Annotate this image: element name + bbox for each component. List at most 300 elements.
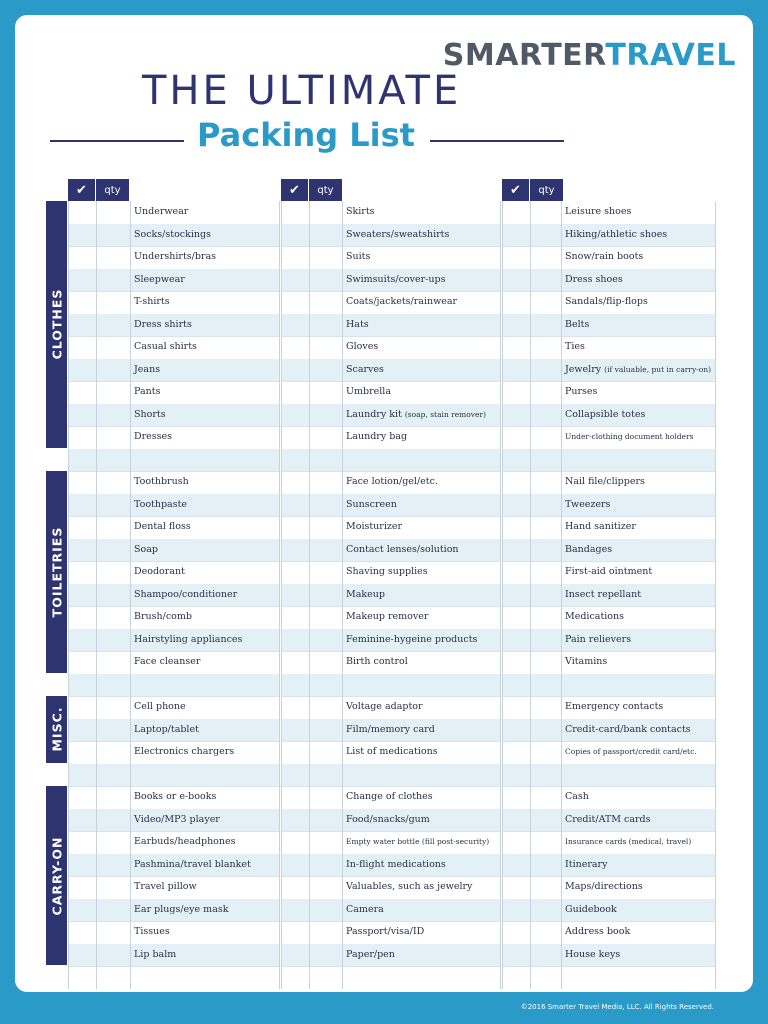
item-qty-field[interactable]	[530, 561, 561, 584]
list-item	[346, 904, 384, 916]
item-qty-field[interactable]	[309, 606, 342, 629]
item-checkbox[interactable]	[281, 336, 309, 359]
item-checkbox[interactable]	[281, 944, 309, 967]
list-item-text: Laundry kit	[346, 408, 402, 420]
list-item-text: Moisturizer	[346, 521, 403, 532]
list-item	[346, 274, 445, 286]
item-qty-field[interactable]	[96, 336, 130, 359]
item-qty-field[interactable]	[309, 921, 342, 944]
item-checkbox[interactable]	[502, 404, 530, 427]
category-label-block	[46, 786, 67, 965]
list-item	[565, 634, 631, 646]
qty-header-label: qty	[530, 179, 563, 201]
copyright-text: ©2016 Smarter Travel Media, LLC. All Rights Reserved.	[520, 1003, 714, 1011]
item-checkbox[interactable]	[281, 651, 309, 674]
list-item	[346, 499, 397, 511]
list-item-text: Emergency contacts	[565, 701, 664, 712]
item-checkbox[interactable]	[281, 471, 309, 494]
item-qty-field[interactable]	[96, 809, 130, 832]
list-item-text: Scarves	[346, 363, 384, 375]
item-checkbox[interactable]	[281, 269, 309, 292]
item-checkbox[interactable]	[502, 651, 530, 674]
item-checkbox[interactable]	[502, 314, 530, 337]
list-item-text: Film/memory card	[346, 723, 435, 735]
list-item	[134, 836, 236, 848]
item-qty-field[interactable]	[530, 494, 561, 517]
item-qty-field[interactable]	[96, 291, 130, 314]
item-checkbox[interactable]	[68, 741, 96, 764]
item-checkbox[interactable]	[68, 606, 96, 629]
list-item-text: Cash	[565, 791, 589, 802]
item-checkbox[interactable]	[68, 381, 96, 404]
item-qty-field[interactable]	[309, 629, 342, 652]
item-checkbox[interactable]	[68, 494, 96, 517]
item-checkbox[interactable]	[281, 494, 309, 517]
category-label: CLOTHES	[49, 288, 64, 360]
item-qty-field[interactable]	[96, 201, 130, 224]
item-checkbox[interactable]	[68, 854, 96, 877]
item-qty-field[interactable]	[96, 944, 130, 967]
column-divider	[96, 201, 97, 989]
spacer-row	[502, 764, 715, 787]
item-checkbox[interactable]	[68, 629, 96, 652]
item-qty-field[interactable]	[309, 314, 342, 337]
list-item-text: Contact lenses/solution	[346, 543, 459, 555]
list-item	[565, 814, 650, 826]
item-checkbox[interactable]	[281, 381, 309, 404]
item-qty-field[interactable]	[309, 291, 342, 314]
item-qty-field[interactable]	[96, 854, 130, 877]
list-item	[565, 386, 597, 398]
item-checkbox[interactable]	[68, 314, 96, 337]
list-item	[346, 206, 375, 218]
list-item-text: In-flight medications	[346, 858, 446, 870]
item-checkbox[interactable]	[502, 944, 530, 967]
item-qty-field[interactable]	[530, 359, 561, 382]
item-checkbox[interactable]	[68, 651, 96, 674]
item-qty-field[interactable]	[530, 629, 561, 652]
item-qty-field[interactable]	[530, 944, 561, 967]
item-checkbox[interactable]	[281, 359, 309, 382]
item-checkbox[interactable]	[502, 516, 530, 539]
item-qty-field[interactable]	[96, 269, 130, 292]
spacer-row	[281, 674, 500, 697]
item-qty-field[interactable]	[96, 831, 130, 854]
list-item-text: Umbrella	[346, 386, 391, 397]
list-item-text: Vitamins	[565, 656, 608, 667]
item-qty-field[interactable]	[96, 719, 130, 742]
item-qty-field[interactable]	[530, 381, 561, 404]
item-qty-field[interactable]	[530, 269, 561, 292]
list-item-text: Lip balm	[134, 948, 177, 960]
item-checkbox[interactable]	[281, 426, 309, 449]
list-item	[346, 589, 385, 601]
item-checkbox[interactable]	[68, 516, 96, 539]
item-checkbox[interactable]	[281, 584, 309, 607]
list-item-text: Gloves	[346, 341, 379, 352]
list-item	[565, 859, 607, 871]
item-qty-field[interactable]	[309, 584, 342, 607]
item-checkbox[interactable]	[68, 921, 96, 944]
item-checkbox[interactable]	[502, 741, 530, 764]
item-checkbox[interactable]	[281, 899, 309, 922]
list-item-text: Books or e-books	[134, 791, 217, 802]
item-qty-field[interactable]	[530, 696, 561, 719]
list-item-text: Face lotion/gel/etc.	[346, 476, 438, 487]
item-qty-field[interactable]	[96, 899, 130, 922]
item-qty-field[interactable]	[96, 539, 130, 562]
list-item-text: Credit/ATM cards	[565, 813, 651, 825]
item-qty-field[interactable]	[530, 719, 561, 742]
item-qty-field[interactable]	[309, 786, 342, 809]
column-divider	[715, 201, 716, 989]
item-qty-field[interactable]	[96, 561, 130, 584]
item-checkbox[interactable]	[502, 246, 530, 269]
category-label: TOILETRIES	[49, 526, 64, 618]
item-qty-field[interactable]	[309, 719, 342, 742]
item-qty-field[interactable]	[96, 741, 130, 764]
item-checkbox[interactable]	[68, 831, 96, 854]
item-qty-field[interactable]	[530, 224, 561, 247]
item-checkbox[interactable]	[502, 269, 530, 292]
list-item-text: Sunscreen	[346, 498, 397, 510]
item-qty-field[interactable]	[96, 359, 130, 382]
item-qty-field[interactable]	[530, 246, 561, 269]
item-qty-field[interactable]	[96, 494, 130, 517]
list-item-text: Travel pillow	[134, 881, 197, 892]
item-checkbox[interactable]	[502, 584, 530, 607]
list-item-text: Casual shirts	[134, 341, 197, 352]
list-item	[346, 431, 407, 443]
item-checkbox[interactable]	[502, 786, 530, 809]
list-item	[346, 791, 433, 803]
item-checkbox[interactable]	[502, 539, 530, 562]
list-item-text: Pashmina/travel blanket	[134, 858, 251, 870]
list-item	[346, 364, 384, 376]
item-checkbox[interactable]	[502, 201, 530, 224]
list-item-text: Jeans	[134, 363, 161, 375]
list-item-text: Shorts	[134, 408, 166, 420]
item-checkbox[interactable]	[68, 786, 96, 809]
list-item	[346, 656, 408, 668]
list-item	[346, 476, 438, 488]
list-item-text: Video/MP3 player	[134, 813, 220, 825]
category-label-block	[46, 696, 67, 763]
item-checkbox[interactable]	[68, 899, 96, 922]
item-qty-field[interactable]	[530, 291, 561, 314]
list-item	[565, 611, 624, 623]
item-qty-field[interactable]	[309, 201, 342, 224]
item-checkbox[interactable]	[281, 404, 309, 427]
list-item-text: Coats/jackets/rainwear	[346, 296, 458, 307]
item-checkbox[interactable]	[281, 876, 309, 899]
list-item-text: Pants	[134, 386, 161, 397]
item-qty-field[interactable]	[309, 269, 342, 292]
list-item	[565, 341, 585, 353]
item-qty-field[interactable]	[309, 426, 342, 449]
list-item	[346, 746, 438, 758]
item-qty-field[interactable]	[309, 336, 342, 359]
item-checkbox[interactable]	[502, 381, 530, 404]
item-checkbox[interactable]	[68, 471, 96, 494]
smartertravel-logo	[443, 38, 736, 73]
list-item	[346, 409, 486, 421]
list-item	[565, 926, 630, 938]
list-item-text: Jewelry	[565, 363, 602, 375]
list-item-text: Passport/visa/ID	[346, 926, 425, 937]
item-checkbox[interactable]	[68, 696, 96, 719]
item-checkbox[interactable]	[281, 314, 309, 337]
item-qty-field[interactable]	[96, 651, 130, 674]
list-item	[346, 386, 391, 398]
item-checkbox[interactable]	[502, 831, 530, 854]
item-checkbox[interactable]	[502, 336, 530, 359]
item-checkbox[interactable]	[502, 471, 530, 494]
list-item	[134, 431, 172, 443]
item-checkbox[interactable]	[68, 246, 96, 269]
column-divider	[281, 201, 282, 989]
list-item-text: Valuables, such as jewelry	[346, 881, 473, 892]
item-checkbox[interactable]	[281, 831, 309, 854]
list-item-text: Address book	[565, 926, 631, 937]
spacer-row	[502, 674, 715, 697]
list-item-text: Hiking/athletic shoes	[565, 228, 668, 240]
list-item	[565, 251, 643, 263]
item-qty-field[interactable]	[530, 404, 561, 427]
item-qty-field[interactable]	[530, 471, 561, 494]
item-qty-field[interactable]	[530, 651, 561, 674]
item-checkbox[interactable]	[281, 629, 309, 652]
item-checkbox[interactable]	[502, 899, 530, 922]
list-item	[565, 566, 652, 578]
item-qty-field[interactable]	[309, 741, 342, 764]
list-item	[346, 814, 430, 826]
item-checkbox[interactable]	[281, 224, 309, 247]
item-checkbox[interactable]	[502, 921, 530, 944]
category-label-block	[46, 201, 67, 448]
item-qty-field[interactable]	[530, 606, 561, 629]
column-divider	[130, 201, 131, 989]
spacer-row	[68, 764, 279, 787]
item-qty-field[interactable]	[309, 831, 342, 854]
item-qty-field[interactable]	[309, 224, 342, 247]
item-qty-field[interactable]	[530, 741, 561, 764]
item-qty-field[interactable]	[96, 471, 130, 494]
item-checkbox[interactable]	[68, 269, 96, 292]
item-qty-field[interactable]	[309, 471, 342, 494]
item-checkbox[interactable]	[68, 561, 96, 584]
item-qty-field[interactable]	[530, 201, 561, 224]
item-checkbox[interactable]	[68, 404, 96, 427]
item-checkbox[interactable]	[502, 854, 530, 877]
item-qty-field[interactable]	[309, 696, 342, 719]
list-item-note: Copies of passport/credit card/etc.	[565, 747, 697, 756]
list-item	[346, 859, 446, 871]
item-checkbox[interactable]	[68, 584, 96, 607]
item-checkbox[interactable]	[502, 606, 530, 629]
item-qty-field[interactable]	[96, 224, 130, 247]
item-checkbox[interactable]	[68, 944, 96, 967]
item-checkbox[interactable]	[68, 539, 96, 562]
item-qty-field[interactable]	[530, 876, 561, 899]
list-item-text: Laundry bag	[346, 431, 408, 442]
item-qty-field[interactable]	[309, 561, 342, 584]
item-qty-field[interactable]	[530, 584, 561, 607]
item-checkbox[interactable]	[502, 291, 530, 314]
item-checkbox[interactable]	[281, 246, 309, 269]
list-item	[346, 544, 459, 556]
item-qty-field[interactable]	[530, 831, 561, 854]
item-qty-field[interactable]	[530, 516, 561, 539]
item-checkbox[interactable]	[502, 629, 530, 652]
item-checkbox[interactable]	[68, 201, 96, 224]
list-item-text: Hats	[346, 318, 369, 330]
item-qty-field[interactable]	[96, 404, 130, 427]
list-item	[346, 341, 378, 353]
item-checkbox[interactable]	[502, 426, 530, 449]
list-item	[565, 836, 691, 848]
list-item	[565, 949, 620, 961]
list-item	[565, 319, 589, 331]
list-item-text: Suits	[346, 251, 371, 262]
list-item-text: Leisure shoes	[565, 206, 632, 217]
item-qty-field[interactable]	[96, 584, 130, 607]
item-checkbox[interactable]	[281, 809, 309, 832]
list-item-text: Soap	[134, 543, 158, 555]
item-qty-field[interactable]	[96, 696, 130, 719]
item-qty-field[interactable]	[309, 494, 342, 517]
item-checkbox[interactable]	[281, 291, 309, 314]
item-qty-field[interactable]	[309, 359, 342, 382]
item-qty-field[interactable]	[96, 921, 130, 944]
item-checkbox[interactable]	[281, 201, 309, 224]
item-qty-field[interactable]	[309, 404, 342, 427]
list-item	[134, 476, 189, 488]
item-checkbox[interactable]	[281, 786, 309, 809]
list-item	[565, 746, 697, 758]
item-qty-field[interactable]	[309, 854, 342, 877]
item-checkbox[interactable]	[68, 426, 96, 449]
item-checkbox[interactable]	[68, 291, 96, 314]
list-item-text: Sleepwear	[134, 273, 185, 285]
list-item	[565, 544, 612, 556]
item-qty-field[interactable]	[96, 381, 130, 404]
item-qty-field[interactable]	[309, 899, 342, 922]
list-item	[346, 724, 435, 736]
item-checkbox[interactable]	[281, 921, 309, 944]
item-checkbox[interactable]	[502, 696, 530, 719]
item-qty-field[interactable]	[96, 426, 130, 449]
item-checkbox[interactable]	[68, 809, 96, 832]
list-item-text: Cell phone	[134, 701, 186, 712]
list-item-text: T-shirts	[134, 296, 170, 307]
item-checkbox[interactable]	[68, 224, 96, 247]
item-checkbox[interactable]	[281, 741, 309, 764]
item-qty-field[interactable]	[96, 314, 130, 337]
item-checkbox[interactable]	[502, 719, 530, 742]
item-qty-field[interactable]	[530, 426, 561, 449]
item-qty-field[interactable]	[530, 786, 561, 809]
list-item-text: Dresses	[134, 431, 173, 442]
item-checkbox[interactable]	[281, 854, 309, 877]
item-qty-field[interactable]	[530, 899, 561, 922]
list-item-text: Undershirts/bras	[134, 251, 216, 262]
item-qty-field[interactable]	[530, 921, 561, 944]
list-item-text: Brush/comb	[134, 611, 192, 622]
list-item-text: Voltage adaptor	[346, 701, 423, 712]
list-item-text: Guidebook	[565, 903, 617, 915]
item-qty-field[interactable]	[96, 516, 130, 539]
item-qty-field[interactable]	[96, 786, 130, 809]
item-checkbox[interactable]	[502, 224, 530, 247]
item-qty-field[interactable]	[96, 876, 130, 899]
item-qty-field[interactable]	[309, 876, 342, 899]
item-checkbox[interactable]	[281, 696, 309, 719]
item-checkbox[interactable]	[502, 359, 530, 382]
item-qty-field[interactable]	[96, 246, 130, 269]
check-header-icon: ✔	[68, 179, 95, 201]
item-qty-field[interactable]	[530, 539, 561, 562]
item-qty-field[interactable]	[309, 651, 342, 674]
column-divider	[502, 201, 503, 989]
item-checkbox[interactable]	[281, 539, 309, 562]
column-divider	[309, 201, 310, 989]
list-item-text: Sandals/flip-flops	[565, 296, 648, 307]
item-qty-field[interactable]	[530, 336, 561, 359]
item-checkbox[interactable]	[502, 494, 530, 517]
item-qty-field[interactable]	[309, 381, 342, 404]
item-checkbox[interactable]	[68, 336, 96, 359]
item-qty-field[interactable]	[530, 314, 561, 337]
item-checkbox[interactable]	[68, 719, 96, 742]
item-qty-field[interactable]	[309, 809, 342, 832]
item-checkbox[interactable]	[502, 809, 530, 832]
item-checkbox[interactable]	[502, 561, 530, 584]
item-checkbox[interactable]	[281, 561, 309, 584]
list-item-text: Camera	[346, 903, 384, 915]
check-header-icon: ✔	[502, 179, 529, 201]
item-checkbox[interactable]	[68, 359, 96, 382]
spacer-row	[281, 764, 500, 787]
list-item-text: Skirts	[346, 206, 375, 217]
item-qty-field[interactable]	[96, 606, 130, 629]
list-item-text: Itinerary	[565, 858, 608, 870]
item-qty-field[interactable]	[309, 539, 342, 562]
item-checkbox[interactable]	[281, 719, 309, 742]
list-item-note: Empty water bottle (fill post-security)	[346, 837, 490, 846]
list-item	[346, 566, 428, 578]
list-item-text: Paper/pen	[346, 948, 395, 960]
item-checkbox[interactable]	[68, 876, 96, 899]
item-checkbox[interactable]	[502, 876, 530, 899]
item-qty-field[interactable]	[530, 854, 561, 877]
item-qty-field[interactable]	[530, 809, 561, 832]
list-item	[565, 364, 711, 376]
item-qty-field[interactable]	[309, 516, 342, 539]
list-item	[134, 634, 242, 646]
list-item-text: Snow/rain boots	[565, 251, 644, 262]
item-qty-field[interactable]	[309, 944, 342, 967]
spacer-row	[502, 449, 715, 472]
item-qty-field[interactable]	[96, 629, 130, 652]
item-qty-field[interactable]	[309, 246, 342, 269]
item-checkbox[interactable]	[281, 516, 309, 539]
list-item	[134, 881, 197, 893]
list-item-text: Ties	[565, 341, 585, 352]
item-checkbox[interactable]	[281, 606, 309, 629]
list-item	[346, 296, 457, 308]
list-item-text: Birth control	[346, 656, 408, 667]
